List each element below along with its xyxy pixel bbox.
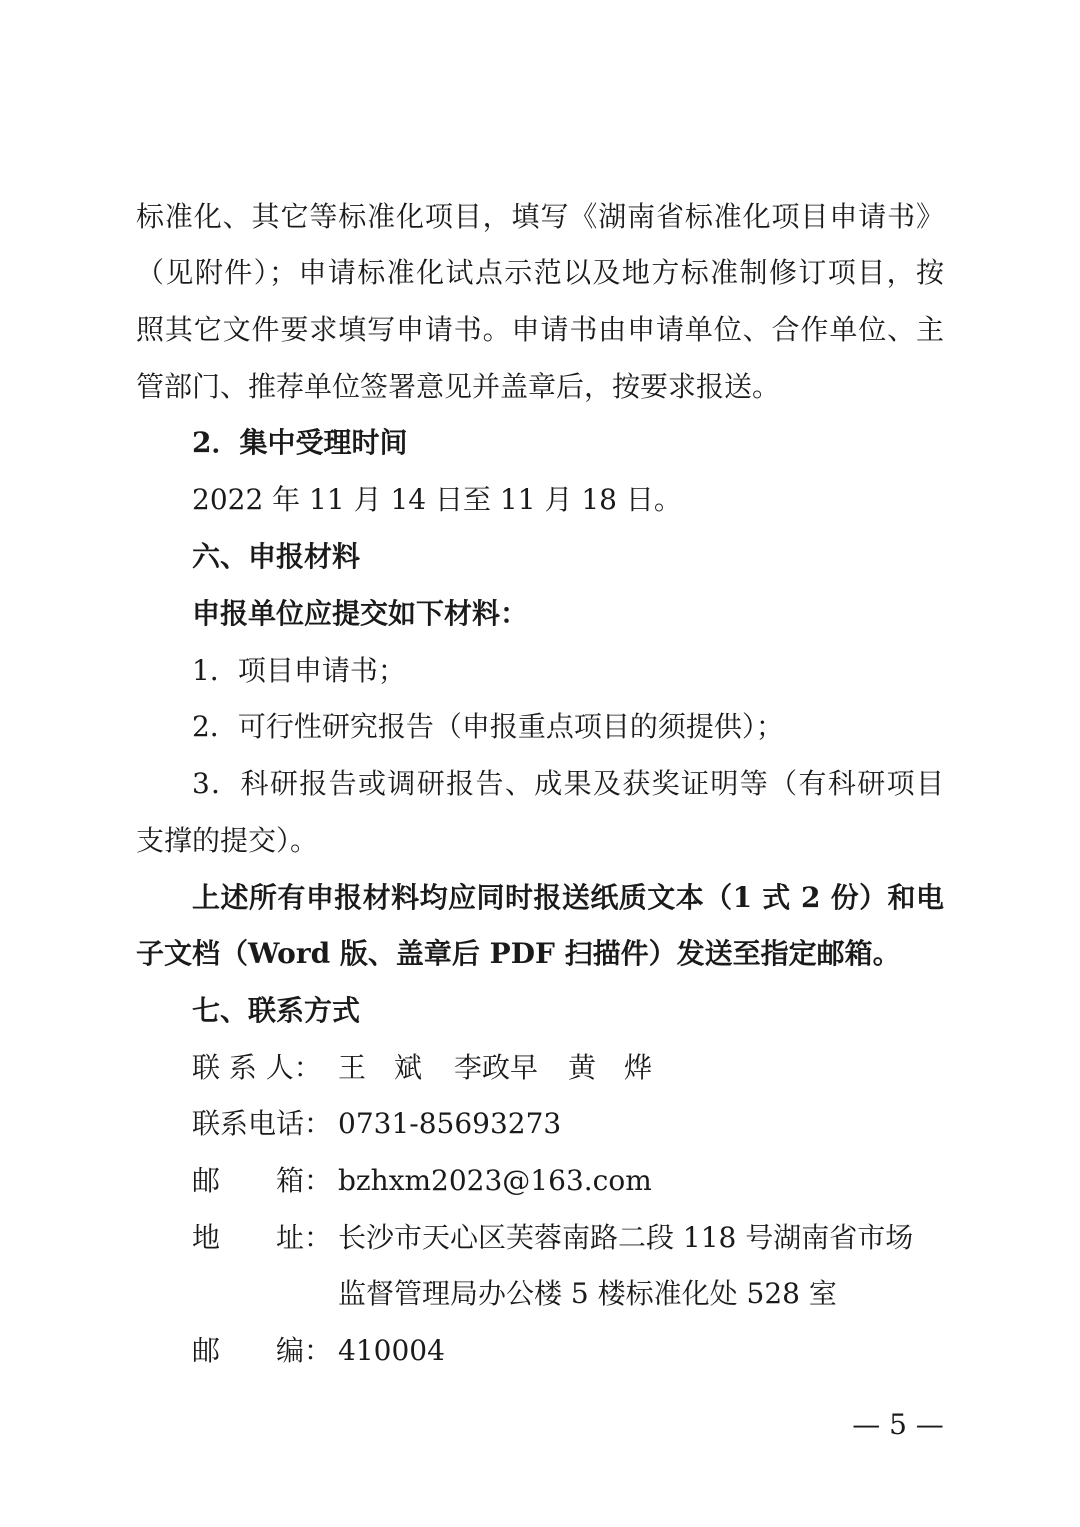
section-heading: 六、申报材料 [192,540,361,573]
body-paragraph-line: （见附件）；申请标准化试点示范以及地方标准制修订项目，按 [136,256,944,289]
body-paragraph-line: 管部门、推荐单位签署意见并盖章后，按要求报送。 [136,370,781,403]
submission-note-line: 子文档（Word 版、盖章后 PDF 扫描件）发送至指定邮箱。 [136,937,901,970]
page-number: — 5 — [852,1408,944,1441]
email-address: bzhxm2023@163.com [338,1164,652,1197]
materials-intro: 申报单位应提交如下材料： [192,597,529,630]
postcode: 410004 [338,1334,445,1367]
contact-person-name: 黄 烨 [568,1051,653,1084]
contact-person-label: 联 系 人： [192,1051,322,1084]
email-label: 邮 箱： [192,1164,333,1197]
contact-postcode-row [192,1331,944,1371]
contact-person-name: 王 斌 [338,1051,423,1084]
contact-person-name: 李政早 [454,1051,539,1084]
phone-number: 0731-85693273 [338,1107,562,1140]
section-heading: 七、联系方式 [192,994,361,1027]
contact-email-row [192,1161,944,1201]
contact-address-row [192,1218,944,1258]
address-label: 地 址： [192,1221,333,1254]
body-paragraph-line: 照其它文件要求填写申请书。申请书由申请单位、合作单位、主 [136,313,944,346]
acceptance-period: 2022 年 11 月 14 日至 11 月 18 日。 [192,483,682,516]
material-item: 3．科研报告或调研报告、成果及获奖证明等（有科研项目 [192,767,944,800]
material-item: 1．项目申请书； [192,654,406,687]
address-line: 长沙市天心区芙蓉南路二段 118 号湖南省市场 [338,1221,914,1254]
address-line: 监督管理局办公楼 5 楼标准化处 528 室 [338,1277,837,1310]
postcode-label: 邮 编： [192,1334,333,1367]
submission-note-line: 上述所有申报材料均应同时报送纸质文本（1 式 2 份）和电 [192,881,944,914]
material-item: 2．可行性研究报告（申报重点项目的须提供）； [192,710,784,743]
item-heading: 2．集中受理时间 [192,426,408,459]
contact-phone-row [192,1104,944,1144]
material-item-continuation: 支撑的提交）。 [136,824,319,857]
body-paragraph-line: 标准化、其它等标准化项目，填写《湖南省标准化项目申请书》 [136,200,944,233]
phone-label: 联系电话： [192,1107,333,1140]
contact-persons-row [192,1048,944,1088]
